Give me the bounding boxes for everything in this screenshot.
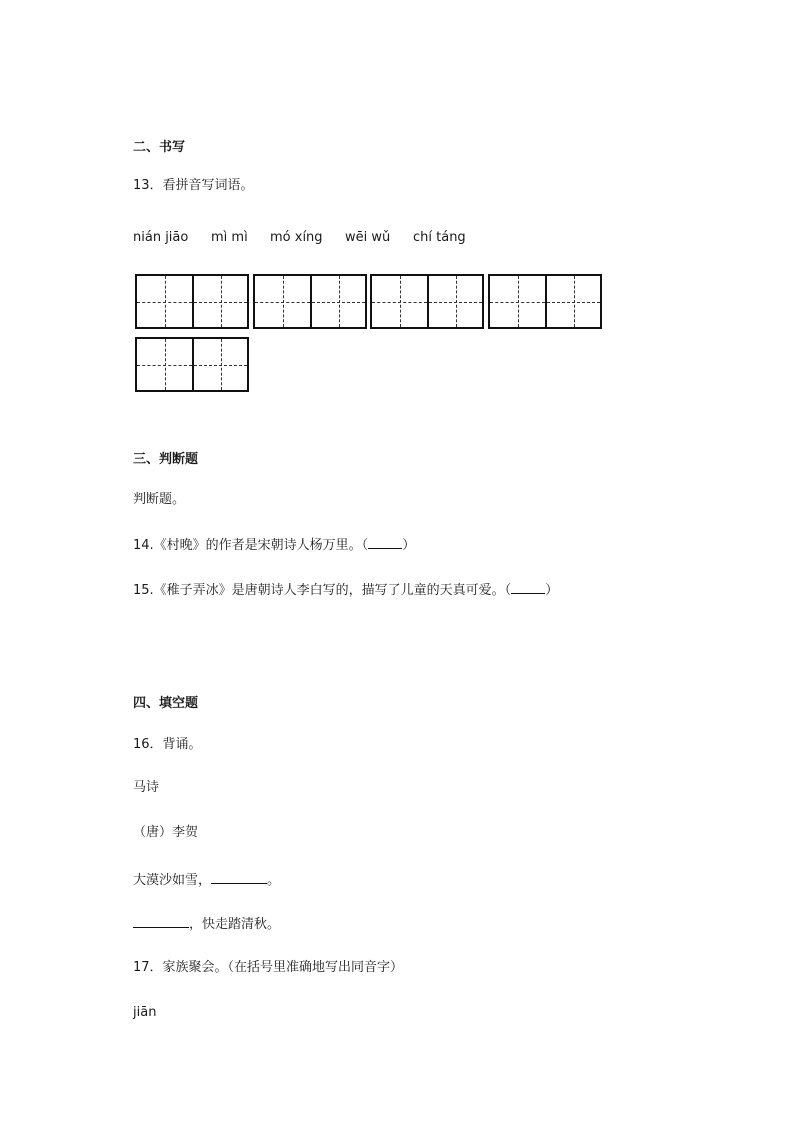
answer-blank-15[interactable]: [511, 581, 545, 594]
section-heading-writing: 二、书写: [133, 140, 186, 155]
poem-line-2-end: ，快走踏清秋。: [189, 917, 281, 932]
section-heading-fill: 四、填空题: [133, 696, 199, 711]
writing-cell[interactable]: [137, 276, 192, 327]
writing-grid-1[interactable]: [135, 274, 249, 329]
poem-line-1: [133, 871, 280, 889]
question-15-text: 15.《稚子弄冰》是唐朝诗人李白写的，描写了儿童的天真可爱。（: [133, 583, 512, 598]
poem-author: （唐）李贺: [133, 825, 199, 840]
writing-grid-2[interactable]: [253, 274, 367, 329]
writing-cell[interactable]: [372, 276, 427, 327]
answer-blank-16b[interactable]: [133, 915, 189, 928]
question-14-close: ）: [402, 538, 416, 553]
question-17-pinyin: jiān: [133, 1005, 157, 1020]
writing-cell[interactable]: [545, 276, 600, 327]
poem-line-1-start: 大漠沙如雪，: [133, 873, 212, 888]
writing-cell[interactable]: [255, 276, 310, 327]
writing-cell[interactable]: [192, 276, 247, 327]
pinyin-word-1: nián jiāo: [133, 230, 189, 245]
poem-line-2: [133, 915, 280, 933]
question-17-prompt: 17．家族聚会。（在括号里准确地写出同音字）: [133, 960, 404, 975]
question-16-prompt: 16．背诵。: [133, 737, 202, 752]
writing-grid-5[interactable]: [135, 337, 249, 392]
poem-title: 马诗: [133, 780, 160, 795]
writing-cell[interactable]: [310, 276, 365, 327]
section-heading-judgement: 三、判断题: [133, 452, 199, 467]
question-13-prompt: 13．看拼音写词语。: [133, 178, 254, 193]
question-15-close: ）: [545, 583, 559, 598]
writing-cell[interactable]: [192, 339, 247, 390]
writing-cell[interactable]: [427, 276, 482, 327]
answer-blank-14[interactable]: [368, 536, 402, 549]
judgement-intro: 判断题。: [133, 492, 186, 507]
writing-grid-3[interactable]: [370, 274, 484, 329]
writing-grid-4[interactable]: [488, 274, 602, 329]
question-14-text: 14.《村晚》的作者是宋朝诗人杨万里。（: [133, 538, 369, 553]
question-15: [133, 581, 558, 599]
pinyin-word-5: chí táng: [413, 230, 466, 245]
pinyin-word-2: mì mì: [211, 230, 248, 245]
question-14: [133, 536, 415, 554]
writing-cell[interactable]: [137, 339, 192, 390]
writing-cell[interactable]: [490, 276, 545, 327]
answer-blank-16a[interactable]: [211, 871, 267, 884]
poem-line-1-end: 。: [267, 873, 281, 888]
pinyin-word-3: mó xíng: [270, 230, 323, 245]
pinyin-word-4: wēi wǔ: [345, 230, 391, 245]
